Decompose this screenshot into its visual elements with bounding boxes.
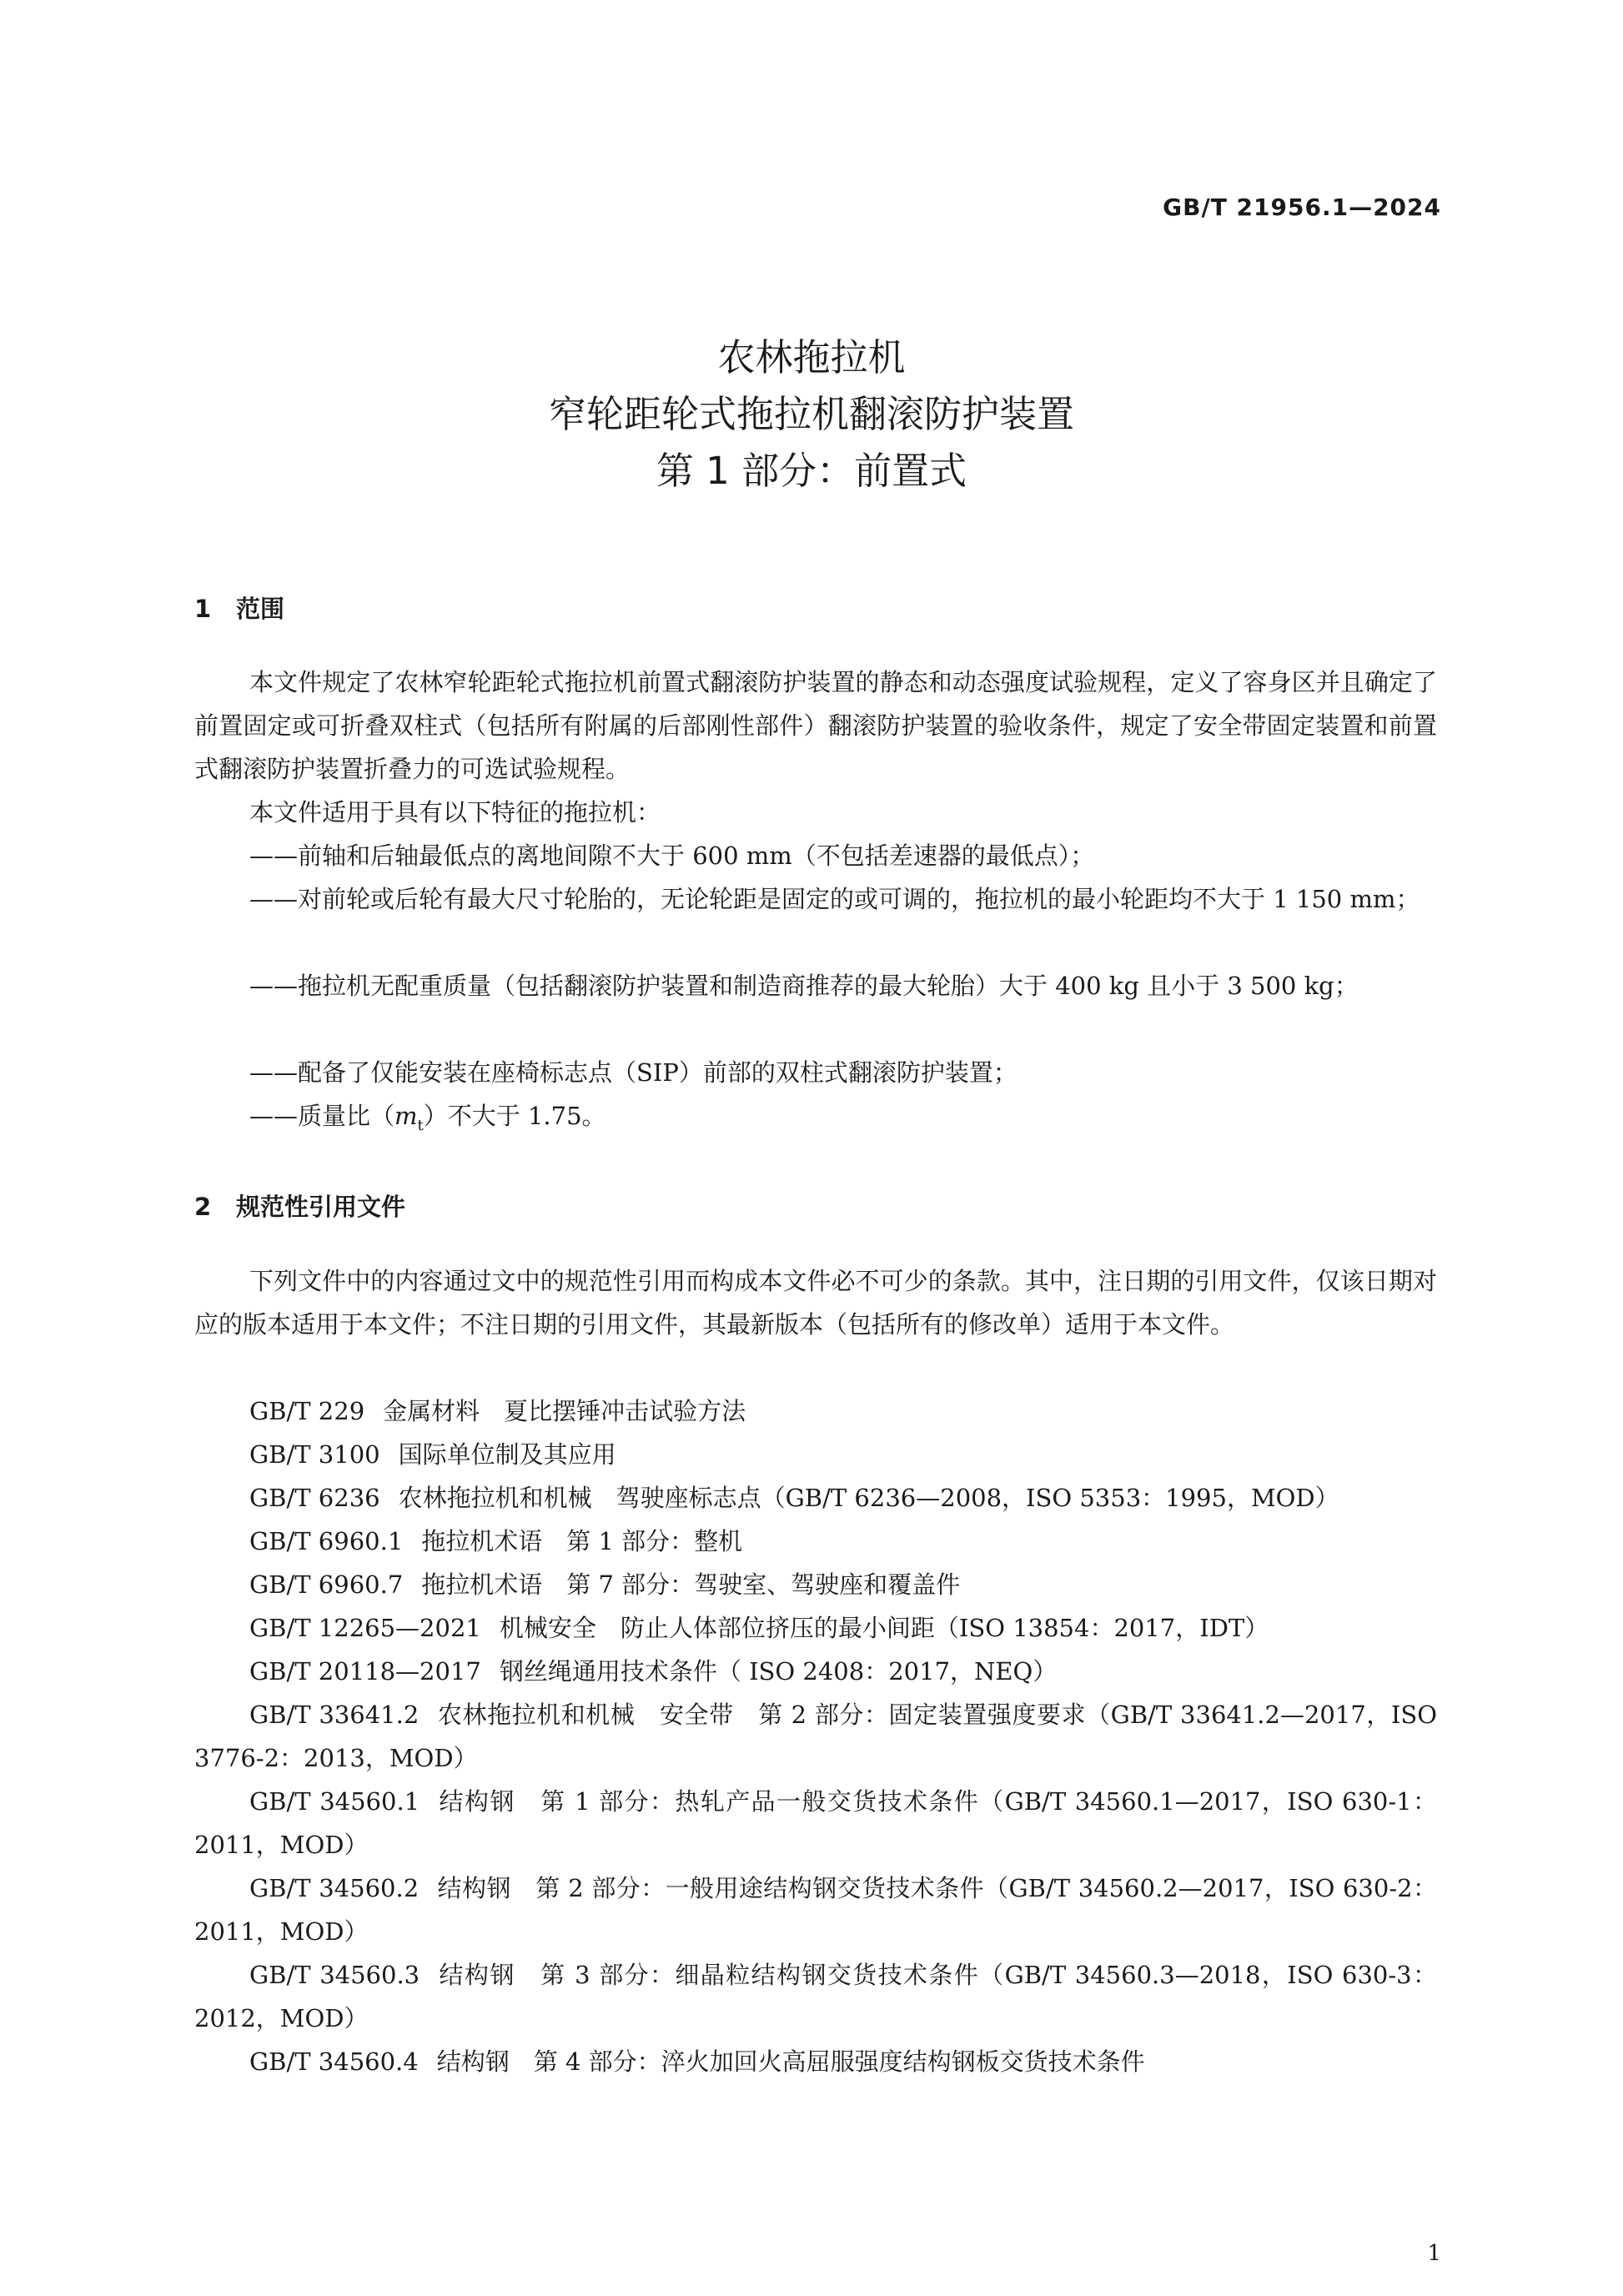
mass-ratio-subscript: t (417, 1116, 424, 1134)
reference-item (194, 1650, 1437, 1693)
reference-title: 结构钢 第 4 部分：淬火加回火高屈服强度结构钢板交货技术条件 (436, 2047, 1145, 2076)
reference-code: GB/T 34560.3 (249, 1961, 420, 1989)
scope-item-5-prefix: ——质量比（ (249, 1102, 395, 1130)
title-line-2: 窄轮距轮式拖拉机翻滚防护装置 (548, 392, 1074, 436)
reference-title: 结构钢 第 1 部分：热轧产品一般交货技术条件（GB/T 34560.1—2017，ISO 630-1：2011，MOD） (194, 1787, 1438, 1859)
standard-number: GB/T 21956.1—2024 (1163, 193, 1441, 221)
reference-title: 机械安全 防止人体部位挤压的最小间距（ISO 13854：2017，IDT） (499, 1614, 1269, 1642)
mass-ratio-symbol: m (394, 1102, 418, 1130)
section-1-heading (194, 590, 284, 625)
reference-code: GB/T 34560.2 (249, 1874, 420, 1902)
reference-title: 农林拖拉机和机械 安全带 第 2 部分：固定装置强度要求（GB/T 33641.2—2017，ISO 3776-2：2013，MOD） (194, 1701, 1437, 1772)
scope-paragraph: 本文件规定了农林窄轮距轮式拖拉机前置式翻滚防护装置的静态和动态强度试验规程，定义了容身区并且确定了前置固定或可折叠双柱式（包括所有附属的后部刚性部件）翻滚防护装置的验收条件，规定了安全带固定装置和前置式翻滚防护装置折叠力的可选试验规程。 (194, 668, 1437, 783)
references-intro: 下列文件中的内容通过文中的规范性引用而构成本文件必不可少的条款。其中，注日期的引用文件，仅该日期对应的版本适用于本文件；不注日期的引用文件，其最新版本（包括所有的修改单）适用于本文件。 (194, 1267, 1437, 1339)
reference-title: 结构钢 第 3 部分：细晶粒结构钢交货技术条件（GB/T 34560.3—2018，ISO 630-3：2012，MOD） (194, 1961, 1438, 2032)
reference-item (194, 1780, 1437, 1866)
scope-item-1: ——前轴和后轴最低点的离地间隙不大于 600 mm（不包括差速器的最低点）； (249, 842, 1095, 870)
reference-item (194, 1693, 1437, 1780)
reference-code: GB/T 6236 (249, 1484, 380, 1512)
page-number: 1 (1427, 2241, 1441, 2266)
reference-title: 拖拉机术语 第 1 部分：整机 (421, 1527, 743, 1555)
reference-title: 结构钢 第 2 部分：一般用途结构钢交货技术条件（GB/T 34560.2—2017，ISO 630-2：2011，MOD） (194, 1874, 1438, 1946)
scope-item-3: ——拖拉机无配重质量（包括翻滚防护装置和制造商推荐的最大轮胎）大于 400 kg 且小于 3 500 kg； (249, 972, 1359, 1000)
reference-item (194, 1520, 1437, 1563)
reference-item (194, 1953, 1437, 2040)
section-2-heading (194, 1188, 405, 1223)
reference-item (194, 1606, 1437, 1650)
scope-applicability: 本文件适用于具有以下特征的拖拉机： (249, 798, 661, 826)
title-line-1: 农林拖拉机 (717, 335, 906, 379)
reference-title: 拖拉机术语 第 7 部分：驾驶室、驾驶座和覆盖件 (421, 1570, 961, 1599)
reference-item (194, 1433, 1437, 1476)
reference-code: GB/T 12265—2021 (249, 1614, 481, 1642)
reference-title: 国际单位制及其应用 (398, 1440, 616, 1469)
reference-title: 钢丝绳通用技术条件（ ISO 2408：2017，NEQ） (499, 1657, 1058, 1686)
reference-code: GB/T 20118—2017 (249, 1657, 481, 1686)
reference-title: 金属材料 夏比摆锤冲击试验方法 (383, 1397, 746, 1425)
reference-item (194, 2040, 1437, 2083)
document-title (0, 329, 1623, 500)
reference-item (194, 1866, 1437, 1953)
scope-item-5-suffix: ）不大于 1.75。 (423, 1102, 606, 1130)
reference-code: GB/T 34560.1 (249, 1787, 420, 1816)
section-2-title: 规范性引用文件 (236, 1193, 406, 1221)
title-line-3: 第 1 部分：前置式 (656, 449, 967, 493)
reference-code: GB/T 229 (249, 1397, 365, 1425)
section-1-title: 范围 (236, 595, 285, 623)
scope-item-4: ——配备了仅能安装在座椅标志点（SIP）前部的双柱式翻滚防护装置； (249, 1058, 1018, 1087)
section-2-number: 2 (194, 1193, 212, 1221)
reference-code: GB/T 34560.4 (249, 2047, 419, 2076)
scope-item-5 (249, 1094, 1495, 1148)
reference-title: 农林拖拉机和机械 驾驶座标志点（GB/T 6236—2008，ISO 5353：1995，MOD） (398, 1484, 1339, 1512)
scope-item-2: ——对前轮或后轮有最大尺寸轮胎的，无论轮距是固定的或可调的，拖拉机的最小轮距均不大于 1 150 mm； (249, 885, 1420, 913)
reference-item (194, 1476, 1437, 1520)
reference-code: GB/T 3100 (249, 1440, 380, 1469)
reference-item (194, 1389, 1437, 1433)
section-1-number: 1 (194, 595, 212, 623)
reference-code: GB/T 33641.2 (249, 1701, 420, 1729)
reference-code: GB/T 6960.7 (249, 1570, 404, 1599)
reference-item (194, 1563, 1437, 1606)
reference-code: GB/T 6960.1 (249, 1527, 404, 1555)
